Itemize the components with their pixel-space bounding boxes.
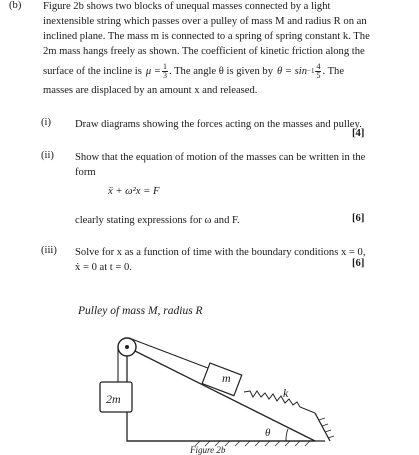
intro-paragraph	[43, 0, 413, 98]
block-m-label: m	[222, 371, 231, 385]
question-1-text: Draw diagrams showing the forces acting on the masses and pulley.	[75, 119, 362, 130]
part-label: (b)	[9, 0, 22, 11]
angle-arc	[286, 429, 288, 441]
spring	[244, 391, 315, 413]
theta-exponent: −1	[307, 66, 315, 75]
intro-line-2: inextensible string which passes over a pulley of mass M and radius R on an	[43, 16, 367, 28]
question-2-marks: [6]	[352, 213, 365, 224]
theta-denominator: 5	[316, 70, 321, 80]
intro-line-5-pre: surface of the incline is	[43, 65, 142, 77]
intro-line-4: 2m mass hangs freely as shown. The coefficient of kinetic friction along the	[43, 46, 365, 58]
question-1-label: (i)	[41, 117, 51, 128]
question-3-line-1: Solve for x as a function of time with the boundary conditions x = 0,	[75, 247, 366, 258]
question-2-follow: clearly stating expressions for ω and F.	[75, 215, 240, 226]
mu-symbol: μ =	[145, 65, 161, 77]
theta-fraction	[315, 63, 321, 80]
question-3-label: (iii)	[41, 245, 57, 256]
question-3-marks: [6]	[352, 258, 365, 269]
question-3-text	[75, 245, 395, 275]
figure-title: Pulley of mass M, radius R	[78, 305, 203, 317]
spring-label: k	[283, 386, 289, 400]
question-2-line-1: Show that the equation of motion of the masses can be written in the	[75, 152, 366, 163]
mu-fraction	[162, 63, 168, 80]
figure-caption: Figure 2b	[190, 445, 226, 455]
intro-line-3: inclined plane. The mass m is connected to a spring of spring constant k. The	[43, 31, 370, 43]
question-3-line-2: ẋ = 0 at t = 0.	[75, 262, 132, 274]
intro-line-5	[43, 59, 413, 83]
theta-expression: θ = sin	[277, 65, 308, 77]
mu-denominator: 3	[162, 70, 167, 80]
intro-line-6: masses are displaced by an amount x and released.	[43, 85, 258, 97]
angle-label: θ	[265, 427, 271, 439]
intro-line-1: Figure 2b shows two blocks of unequal masses connected by a light	[43, 1, 331, 12]
wall	[315, 413, 330, 441]
pulley-axle	[125, 345, 129, 349]
question-1-marks: [4]	[352, 128, 365, 139]
question-2-line-2: form	[75, 167, 96, 179]
block-2m-label: 2m	[106, 392, 121, 406]
intro-line-5-mid: . The angle θ is given by	[168, 65, 273, 77]
equation-of-motion: ẍ + ω²x = F	[108, 186, 160, 197]
theta-numerator: 4	[316, 61, 321, 71]
figure-diagram	[0, 325, 419, 451]
question-2-text	[75, 150, 395, 180]
mu-numerator: 1	[162, 61, 167, 71]
question-2-label: (ii)	[41, 150, 54, 161]
intro-line-5-post: . The	[322, 65, 345, 77]
